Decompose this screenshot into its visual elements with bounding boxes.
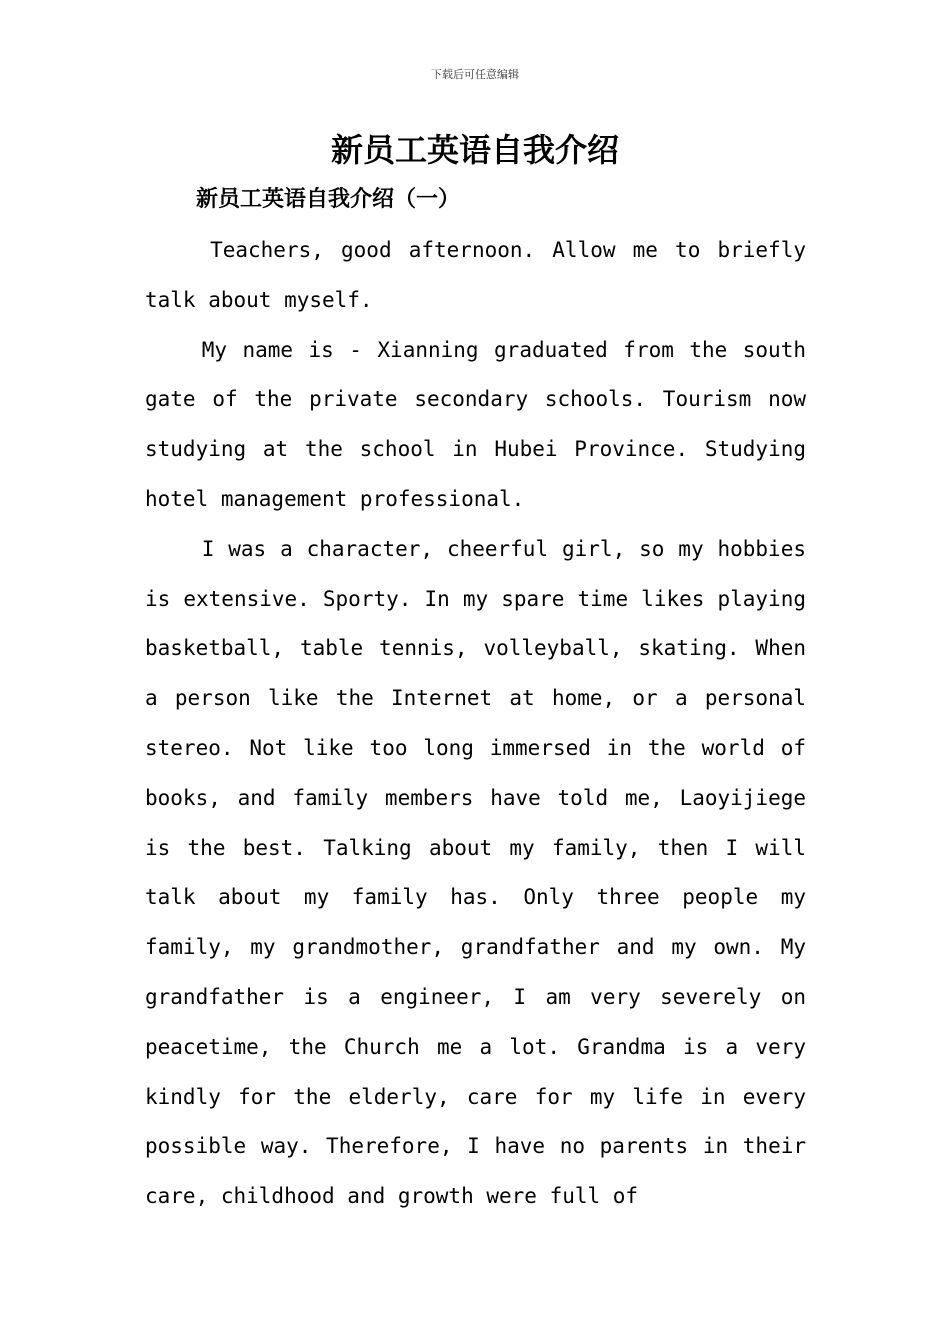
section-subtitle: 新员工英语自我介绍（一） — [196, 186, 461, 212]
document-body — [145, 226, 806, 1222]
paragraph-1: Teachers, good afternoon. Allow me to briefly talk about myself. — [145, 238, 806, 312]
paragraph-3: I was a character, cheerful girl, so my hobbies is extensive. Sporty. In my spare time likes playing basketball, table tennis, volleyball, skating. When a person like the Internet at home, or a personal stereo. Not like too long immersed in the world of books, and family members have told me, Laoyijiege is the best. Talking about my family, then I will talk about my family has. Only three people my family, my grandmother, grandfather and my own. My grandfather is a engineer, I am very severely on peacetime, the Church me a lot. Grandma is a very kindly for the elderly, care for my life in every possible way. Therefore, I have no parents in their care, childhood and growth were full of — [145, 536, 806, 1209]
document-title: 新员工英语自我介绍 — [330, 131, 619, 169]
page-header-note: 下载后可任意编辑 — [431, 68, 519, 81]
paragraph-2: My name is - Xianning graduated from the south gate of the private secondary schools. Tourism now studying at the school in Hubei Province. Studying hotel management professional. — [145, 337, 806, 511]
